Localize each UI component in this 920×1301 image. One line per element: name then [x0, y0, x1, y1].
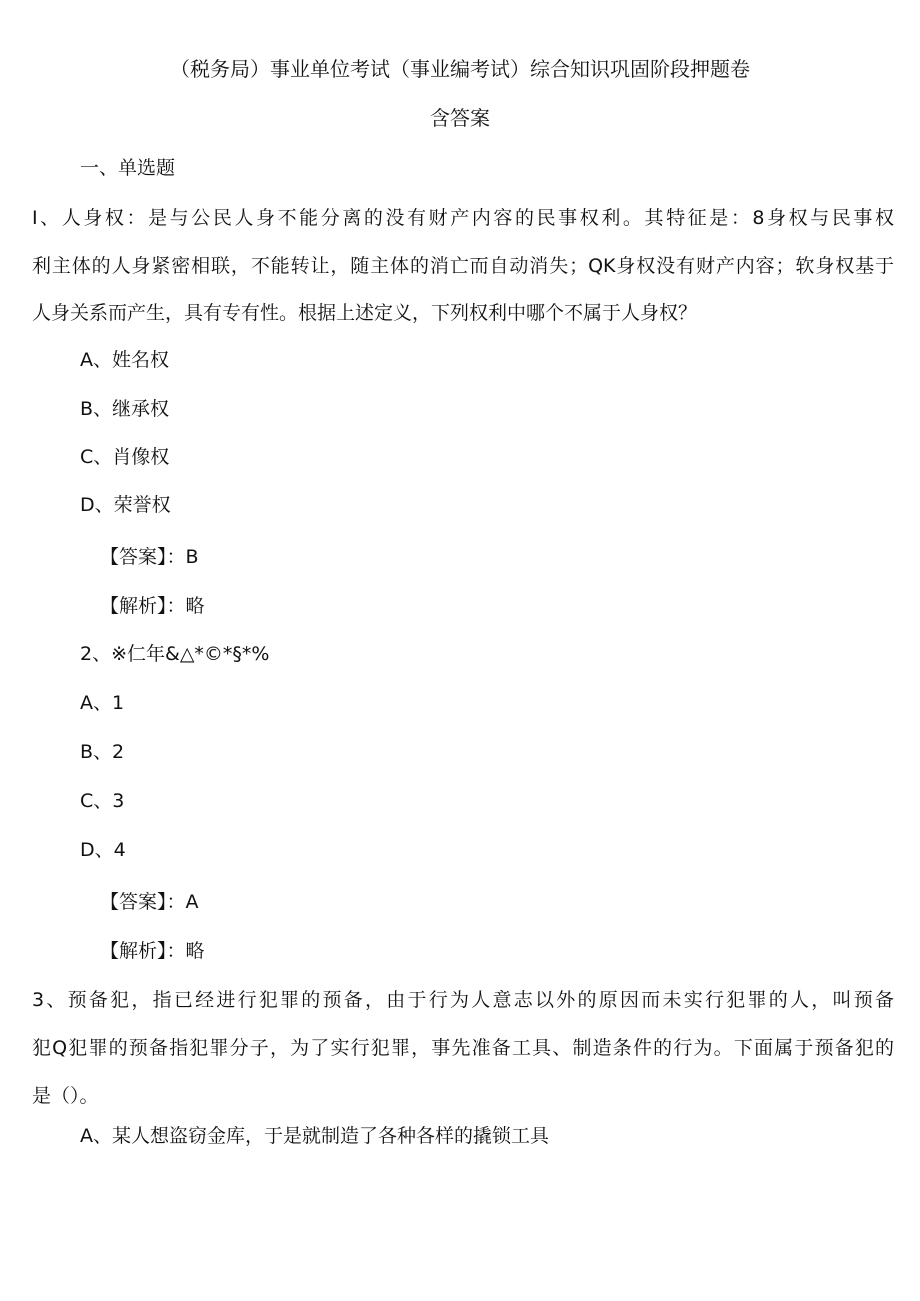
q3-text-line-2: 犯Q犯罪的预备指犯罪分子，为了实行犯罪，事先准备工具、制造条件的行为。下面属于预备犯的 — [32, 1037, 894, 1059]
q2-option-b: B、2 — [80, 741, 125, 763]
q2-analysis: 【解析】：略 — [100, 940, 205, 962]
q3-option-a: A、某人想盗窃金库，于是就制造了各种各样的撬锁工具 — [80, 1125, 549, 1147]
q1-text-line-1: I、人身权：是与公民人身不能分离的没有财产内容的民事权利。其特征是：8身权与民事权 — [32, 207, 894, 229]
q1-option-b: B、继承权 — [80, 398, 170, 420]
q1-answer: 【答案】：B — [100, 546, 199, 568]
q2-answer: 【答案】：A — [100, 891, 199, 913]
q3-text-line-3: 是（）。 — [32, 1085, 99, 1107]
q2-option-a: A、1 — [80, 692, 125, 714]
q2-option-c: C、3 — [80, 790, 125, 812]
q1-analysis: 【解析】：略 — [100, 595, 205, 617]
doc-title-line-2: 含答案 — [430, 106, 490, 130]
q1-option-c: C、肖像权 — [80, 446, 170, 468]
q1-option-a: A、姓名权 — [80, 349, 169, 371]
doc-title-line-1: （税务局）事业单位考试（事业编考试）综合知识巩固阶段押题卷 — [170, 57, 750, 81]
q1-text-line-2: 利主体的人身紧密相联，不能转让，随主体的消亡而自动消失；QK身权没有财产内容；软身权基于 — [32, 255, 894, 277]
q2-text-line-1: 2、※仁年&△*©*§*% — [80, 643, 270, 665]
q1-text-line-3: 人身关系而产生，具有专有性。根据上述定义，下列权利中哪个不属于人身权？ — [32, 302, 698, 324]
section-heading: 一、单选题 — [80, 157, 176, 179]
q2-option-d: D、4 — [80, 839, 126, 861]
q3-text-line-1: 3、预备犯，指已经进行犯罪的预备，由于行为人意志以外的原因而未实行犯罪的人，叫预备 — [32, 989, 894, 1011]
q1-option-d: D、荣誉权 — [80, 494, 171, 516]
